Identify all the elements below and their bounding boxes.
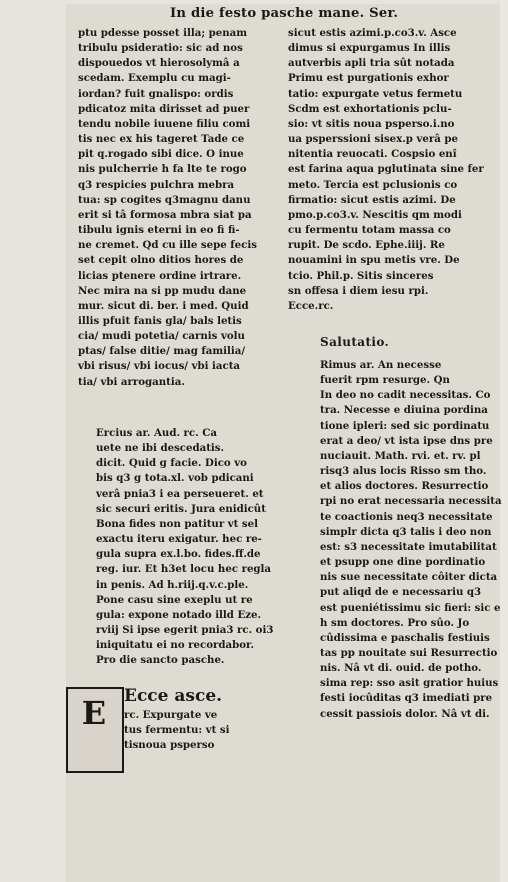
text-line: h sm doctores. Pro sûo. Jo — [320, 616, 470, 629]
page-header — [170, 6, 470, 26]
text-line: pdicatoz mita dirisset ad puer — [78, 102, 250, 115]
text-line: reg. iur. Et h3et locu hec regla — [96, 563, 272, 576]
text-line: meto. Tercia est pclusionis co — [288, 178, 458, 191]
text-line: cessit passiois dolor. Nâ vt di. — [320, 707, 490, 720]
text-line: gula supra ex.l.bo. fides.ff.de — [96, 548, 261, 561]
text-line: te coactionis neq3 necessitate — [320, 510, 493, 523]
text-line: ua psperssioni sisex.p verâ pe — [288, 133, 458, 146]
text-line: fuerit rpm resurge. Qn — [320, 374, 450, 387]
woodcut-line: tus fermentu: vt si — [124, 724, 230, 737]
text-line: verâ pnia3 i ea perseueret. et — [96, 487, 264, 500]
text-line: tendu nobile iuuene filiu comi — [78, 117, 251, 130]
text-line: est farina aqua pglutinata sine fer — [288, 163, 484, 176]
text-line: Rimus ar. An necesse — [320, 359, 442, 371]
text-line: festi iocûditas q3 imediati pre — [320, 692, 493, 705]
text-line: set cepit olno ditios hores de — [78, 254, 244, 267]
text-line: sn offesa i diem iesu rpi. — [288, 284, 429, 297]
text-line: uete ne ibi descedatis. — [96, 442, 225, 455]
woodcut-line: tisnoua psperso — [124, 739, 215, 752]
text-line: nis sue necessitate côiter dicta — [320, 571, 498, 584]
text-line: Nec mira na si pp mudu dane — [78, 284, 247, 297]
text-line: tia/ vbi arrogantia. — [78, 375, 185, 388]
text-line: Primu est purgationis exhor — [288, 72, 449, 85]
text-line: sio: vt sitis noua psperso.i.no — [288, 117, 455, 130]
text-line: et alios doctores. Resurrectio — [320, 480, 489, 493]
text-line: pmo.p.co3.v. Nescitis qm modi — [288, 208, 462, 221]
text-line: in penis. Ad h.riij.q.v.c.ple. — [96, 578, 249, 591]
right-column-continuation — [320, 358, 502, 722]
woodcut-title: Ecce asce. — [124, 686, 223, 706]
text-line: ne cremet. Qd cu ille sepe fecis — [78, 239, 257, 252]
text-line: nouamini in spu metis vre. De — [288, 254, 460, 267]
text-line: nuciauit. Math. rvi. et. rv. pl — [320, 449, 481, 462]
text-line: q3 respicies pulchra mebra — [78, 178, 235, 191]
text-line: Scdm est exhortationis pclu- — [288, 102, 452, 115]
woodcut-letter-e: E — [81, 694, 107, 732]
text-line: Ecce.rc. — [288, 299, 334, 312]
text-line: cia/ mudi potetia/ carnis volu — [78, 330, 245, 343]
text-line: tcio. Phil.p. Sitis sinceres — [288, 269, 434, 282]
text-line: vbi risus/ vbi iocus/ vbi iacta — [78, 360, 241, 373]
text-line: pit q.rogado sibi dice. O inue — [78, 148, 244, 161]
text-line: sic securi eritis. Jura enidicût — [96, 502, 266, 515]
text-line: nitentia reuocati. Cospsio enî — [288, 148, 457, 161]
text-line: rviij Si ipse egerit pnia3 rc. oi3 — [96, 624, 274, 637]
text-line: sicut estis azimi.p.co3.v. Asce — [288, 27, 457, 39]
text-line: tas pp nouitate sui Resurrectio — [320, 646, 498, 659]
text-line: erit si tâ formosa mbra siat pa — [78, 208, 252, 221]
woodcut-initial — [66, 687, 124, 773]
woodcut-text-block — [124, 684, 284, 753]
text-line: tibulu ignis eterni in eo fi fi- — [78, 224, 240, 237]
text-line: bis q3 g tota.xl. vob pdicani — [96, 472, 254, 485]
text-line: simplr dicta q3 talis i deo non — [320, 525, 492, 538]
header-text: In die festo pasche mane. Ser. — [170, 6, 399, 21]
text-line: Pone casu sine exeplu ut re — [96, 593, 253, 606]
text-line: exactu iteru exigatur. hec re- — [96, 533, 262, 546]
text-line: put aliqd de e necessariu q3 — [320, 586, 482, 599]
text-line: sima rep: sso asit gratior huius — [320, 677, 499, 690]
text-line: risq3 alus locis Risso sm tho. — [320, 465, 487, 478]
left-column-continuation — [96, 426, 278, 669]
text-line: dimus si expurgamus In illis — [288, 42, 451, 55]
text-line: Pro die sancto pasche. — [96, 654, 225, 667]
text-line: tis nec ex his tageret Tade ce — [78, 133, 245, 146]
text-line: In deo no cadit necessitas. Co — [320, 389, 491, 402]
text-line: Ercius ar. Aud. rc. Ca — [96, 427, 217, 439]
text-line: erat a deo/ vt ista ipse dns pre — [320, 434, 493, 447]
text-line: et psupp one dine pordinatio — [320, 556, 486, 569]
right-column — [288, 26, 484, 314]
text-line: illis pfuit fanis gla/ bals letis — [78, 314, 242, 327]
text-line: est: s3 necessitate imutabilitat — [320, 540, 497, 553]
text-line: nis pulcherrie h fa lte te rogo — [78, 163, 247, 176]
text-line: firmatio: sicut estis azimi. De — [288, 193, 456, 206]
salutatio-text: Salutatio. — [320, 335, 390, 349]
text-line: gula: expone notado illd Eze. — [96, 608, 262, 621]
text-line: tione ipleri: sed sic pordinatu — [320, 419, 490, 432]
text-line: Bona fides non patitur vt sel — [96, 517, 258, 530]
text-line: iordan? fuit gnalispo: ordis — [78, 87, 234, 100]
text-line: tua: sp cogites q3magnu danu — [78, 193, 251, 206]
text-line: dispouedos vt hierosolymâ a — [78, 57, 240, 70]
text-line: ptas/ false ditie/ mag familia/ — [78, 345, 246, 358]
salutatio-heading — [320, 335, 508, 350]
text-line: mur. sicut di. ber. i med. Quid — [78, 299, 249, 312]
text-line: cu fermentu totam massa co — [288, 224, 451, 237]
text-line: licias ptenere ordine irtrare. — [78, 269, 242, 282]
text-line: rpi no erat necessaria necessita — [320, 495, 502, 508]
text-line: dicit. Quid g facie. Dico vo — [96, 457, 247, 470]
text-line: tatio: expurgate vetus fermetu — [288, 87, 463, 100]
text-line: ptu pdesse posset illa; penam — [78, 27, 248, 39]
text-line: nis. Nâ vt di. ouid. de potho. — [320, 662, 482, 675]
woodcut-line: rc. Expurgate ve — [124, 709, 218, 721]
text-line: tribulu psideratio: sic ad nos — [78, 42, 243, 55]
text-line: autverbis apli tria sût notada — [288, 57, 455, 70]
text-line: scedam. Exemplu cu magi- — [78, 72, 231, 85]
text-line: cûdissima e paschalis festiuis — [320, 631, 490, 644]
left-column — [78, 26, 278, 390]
text-line: tra. Necesse e diuina pordina — [320, 404, 488, 417]
text-line: iniquitatu ei no recordabor. — [96, 639, 254, 652]
text-line: est pueniétissimu sic fieri: sic e — [320, 601, 501, 614]
text-line: rupit. De scdo. Ephe.iiij. Re — [288, 239, 445, 252]
